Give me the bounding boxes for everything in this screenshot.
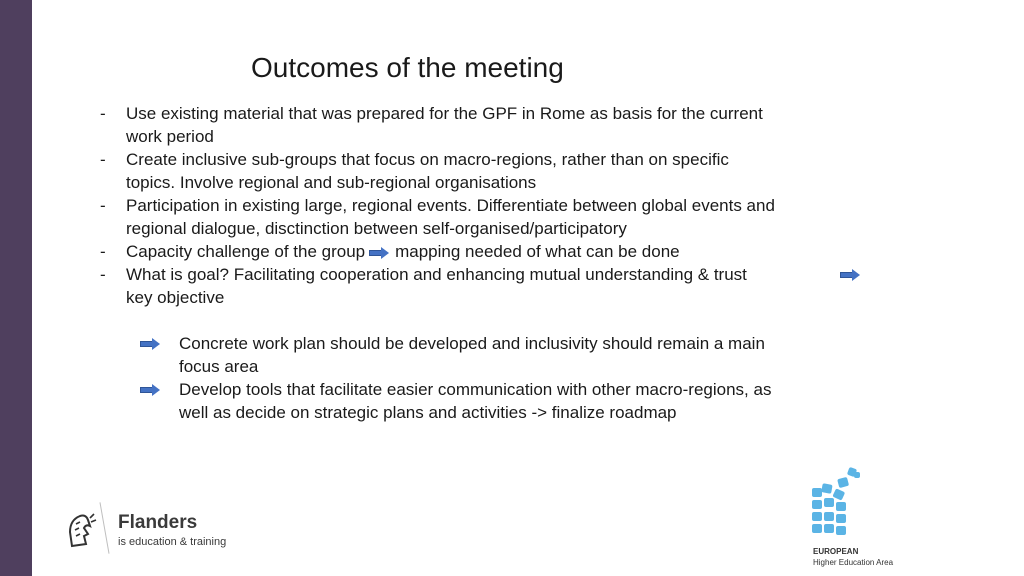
bullet-dash: -	[100, 242, 106, 261]
right-arrow-icon	[140, 338, 160, 350]
lion-icon	[66, 510, 98, 550]
outcome-list	[140, 332, 860, 424]
bullet-list	[100, 102, 880, 309]
flanders-logo	[66, 500, 246, 560]
bullet-text: work period	[126, 127, 214, 146]
bullet-text-before-arrow: Capacity challenge of the group	[126, 242, 366, 261]
bullet-item	[100, 102, 880, 148]
ehea-line2: Higher Education Area	[813, 558, 894, 567]
bullet-item	[100, 148, 880, 194]
bullet-text-after-arrow: mapping needed of what can be done	[395, 242, 680, 261]
outcome-text: well as decide on strategic plans and activities -> finalize roadmap	[179, 403, 677, 422]
bullet-item	[100, 194, 880, 240]
bullet-text	[126, 240, 880, 263]
logo-divider	[99, 502, 109, 553]
bullet-dash: -	[100, 196, 106, 215]
outcome-text: focus area	[179, 357, 259, 376]
right-arrow-icon	[369, 247, 389, 259]
outcome-item	[140, 378, 860, 424]
outcome-text: Concrete work plan should be developed and inclusivity should remain a main	[179, 334, 765, 353]
bullet-text: key objective	[126, 288, 225, 307]
flanders-name: Flanders	[118, 512, 198, 533]
slide-title: Outcomes of the meeting	[251, 52, 564, 83]
outcome-text: Develop tools that facilitate easier communication with other macro-regions, as	[179, 380, 772, 399]
ehea-line1: EUROPEAN	[813, 547, 859, 556]
bullet-dash: -	[100, 265, 106, 284]
flanders-tagline: is education & training	[118, 536, 227, 548]
right-arrow-icon	[140, 384, 160, 396]
bullet-dash: -	[100, 150, 106, 169]
ehea-logo	[808, 466, 908, 572]
bullet-text: Participation in existing large, regional events. Differentiate between global events and	[126, 196, 775, 215]
bullet-item	[100, 240, 880, 263]
bullet-dash: -	[100, 104, 106, 123]
puzzle-icon	[808, 466, 868, 542]
bullet-text: Create inclusive sub-groups that focus on macro-regions, rather than on specific	[126, 150, 729, 169]
bullet-item	[100, 263, 880, 309]
bullet-text: Use existing material that was prepared for the GPF in Rome as basis for the current	[126, 104, 763, 123]
bullet-text: What is goal? Facilitating cooperation and enhancing mutual understanding & trust	[126, 265, 747, 284]
bullet-text: regional dialogue, disctinction between self-organised/participatory	[126, 219, 627, 238]
slide-sidebar	[0, 0, 32, 576]
right-arrow-icon	[840, 269, 860, 281]
outcome-item	[140, 332, 860, 378]
bullet-text: topics. Involve regional and sub-regional organisations	[126, 173, 537, 192]
